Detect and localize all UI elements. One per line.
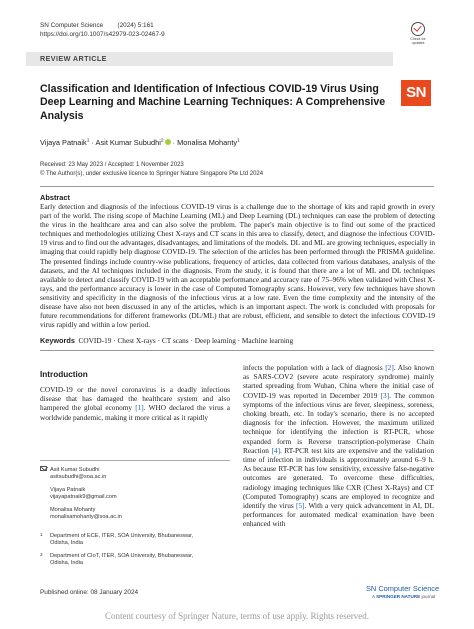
author-name[interactable]: Monalisa Mohanty	[177, 138, 238, 147]
author-separator: ·	[170, 138, 178, 147]
affiliation-line: Department of ECE, ITER, SOA University, Bhubaneswar,	[50, 533, 194, 539]
body-text: COVID-19 or the novel coronavirus is a deadly infectious disease that has damaged the healthcare system and also hampered the global economy	[40, 385, 230, 413]
correspondent-name: Asit Kumar Subudhi	[50, 467, 100, 473]
abstract-text: Early detection and diagnosis of the infectious COVID-19 virus is a challenge due to the shortage of kits and rapid growth in every part of the world. The rising scope of Machine Learning (ML) and Deep Learning (DL) techniques can ease the problem of detecting the virus in the healthcare area and can also solve the problem. The paper's main objective is to find out some of the practiced techniques and methodologies utilizing Chest X-rays and CT scans in this area to classify, detect, and diagnose the infectious COVID-19 virus and to find out the advantages, disadvantages, and limitations of the models. DL and ML are growing techniques, especially in imaging that could rapidly help diagnose COVID-19. The selection of the articles has been performed through the PRISMA guideline. The presented findings include country-wise publications, frequency of articles, data collected from various databases, analysis of the datasets, and the AI techniques included in the diagnosis. From the study, it is found that there are a lot of ML and DL techniques available to detect and classify COVID-19 with an acceptable performance and accuracy rate of 75–96% when validated with Chest X-rays, and the performance accuracy is lower in the case of Computed Tomography scans. However, very few techniques have shown sensitivity and specificity in the diagnosis of the infectious virus at a low rate. Even the time complexity and the intensity of the disease have also not been discussed in any of the articles, which is an important aspect. The work is concluded with proposals for future recommendations for different frameworks (DL/ML) that are robust, efficient, and sensible to detect the infectious COVID-19 virus rapidly and within a low period.	[40, 202, 435, 330]
citation-link[interactable]: [1]	[135, 403, 144, 413]
article-title: Classification and Identification of Infectious COVID-19 Virus Using Deep Learning and Machine Learning Techniques: A Comprehensive Analysis	[40, 83, 386, 122]
divider	[40, 186, 434, 187]
envelope-icon	[40, 466, 47, 471]
springer-nature-brand	[372, 594, 435, 599]
footnote-divider	[40, 460, 230, 461]
corresponding-author	[40, 466, 106, 481]
check-for-updates-label: Check for updates	[410, 37, 426, 45]
keywords	[40, 336, 293, 345]
article-type-label: REVIEW ARTICLE	[40, 54, 107, 63]
correspondent-email[interactable]: asitsubudhi@soa.ac.in	[50, 474, 107, 481]
author-contact	[50, 507, 122, 521]
copyright-notice: © The Author(s), under exclusive licence to Springer Nature Singapore Pte Ltd 2024	[40, 170, 264, 177]
doi-link[interactable]: https://doi.org/10.1007/s42979-023-02467-9	[40, 31, 165, 38]
courtesy-watermark: Content courtesy of Springer Nature, terms of use apply. Rights reserved.	[104, 611, 370, 621]
author-separator: ·	[89, 138, 96, 147]
abstract-heading: Abstract	[40, 193, 70, 202]
sn-journal-logo: SN	[401, 80, 431, 106]
received-accepted-dates: Received: 23 May 2023 / Accepted: 1 November 2023	[40, 162, 184, 168]
keywords-label: Keywords	[40, 336, 75, 345]
contact-name: Monalisa Mohanty	[50, 507, 96, 513]
journal-header	[40, 22, 154, 29]
brand-suffix: journal	[420, 594, 436, 599]
author-affiliation-mark: 2	[160, 138, 164, 144]
author-name[interactable]: Vijaya Patnaik	[40, 138, 87, 147]
citation-link[interactable]: [3]	[380, 390, 390, 400]
body-text: infects the population with a lack of diagnosis	[243, 363, 386, 372]
article-dates	[40, 161, 263, 179]
brand-prefix: A	[372, 594, 377, 599]
body-text: . RT-PCR test kits are expensive and the validation time of infection in individuals is approximately around 6–9 h. As because RT-PCR has low sensitivity, excessive false-negative outcomes are generated. To overcome these difficulties, radiology imaging techniques like CXR (Chest X-Rays) and CT (Computed Tomography) scans are employed to recognize and identify the virus	[243, 445, 434, 511]
author-list	[40, 138, 240, 147]
author-affiliation-mark: 1	[86, 138, 90, 144]
footer-journal-name: SN Computer Science	[366, 584, 440, 593]
check-for-updates-badge[interactable]	[404, 22, 432, 50]
journal-issue: (2024) 5:161	[117, 22, 154, 29]
affiliation-number: 2	[40, 553, 43, 558]
check-icon	[411, 22, 425, 36]
contact-email[interactable]: monalisamohanty@soa.ac.in	[50, 514, 122, 521]
published-online-date: Published online: 08 January 2024	[40, 589, 139, 596]
divider	[40, 350, 434, 351]
contact-name: Vijaya Patnaik	[50, 487, 86, 493]
body-text: . Also known as SARS-COV2 (severe acute respiratory syndrome) mainly started spreading from Wuhan, China where the initial case of COVID-19 was reported in December 2019	[243, 363, 434, 400]
citation-link[interactable]: [2]	[385, 363, 394, 372]
introduction-heading: Introduction	[40, 370, 88, 379]
citation-link[interactable]: [5]	[295, 501, 305, 511]
author-name[interactable]: Asit Kumar Subudhi	[95, 138, 161, 147]
author-contact	[50, 487, 117, 501]
affiliation-line: Odisha, India	[50, 540, 83, 547]
affiliation-line: Department of CIoT, ITER, SOA University, Bhubaneswar,	[50, 553, 194, 559]
introduction-left-column	[40, 385, 230, 422]
body-text: . With a very quick advancement in AI, DL performances for automated medical examination have been enhanced with	[243, 501, 434, 529]
affiliation	[50, 553, 193, 567]
keywords-list: COVID-19 · Chest X-rays · CT scans · Deep learning · Machine learning	[78, 336, 294, 345]
journal-name: SN Computer Science	[40, 22, 104, 29]
affiliation-number: 1	[40, 533, 43, 538]
body-text: . The common symptoms of the infectious virus are fever, sleepiness, soreness, choking breath, etc. In today's scenario, there is no accepted diagnosis for the infection. However, the maximum utilized technique for identifying the infection is RT-PCR, whose expanded form is Reverse transcription-polymerase Chain Reaction	[243, 390, 434, 455]
affiliation	[50, 533, 193, 547]
introduction-right-column	[243, 363, 434, 529]
affiliation-line: Odisha, India	[50, 560, 83, 567]
contact-email[interactable]: vijayapatnaik9@gmail.com	[50, 494, 117, 501]
body-text: . WHO declared the virus a worldwide pandemic, making it more critical as it rapidly	[40, 403, 230, 422]
author-affiliation-mark: 1	[237, 138, 240, 144]
citation-link[interactable]: [4]	[271, 445, 280, 455]
brand-name: SPRINGER NATURE	[376, 594, 421, 599]
